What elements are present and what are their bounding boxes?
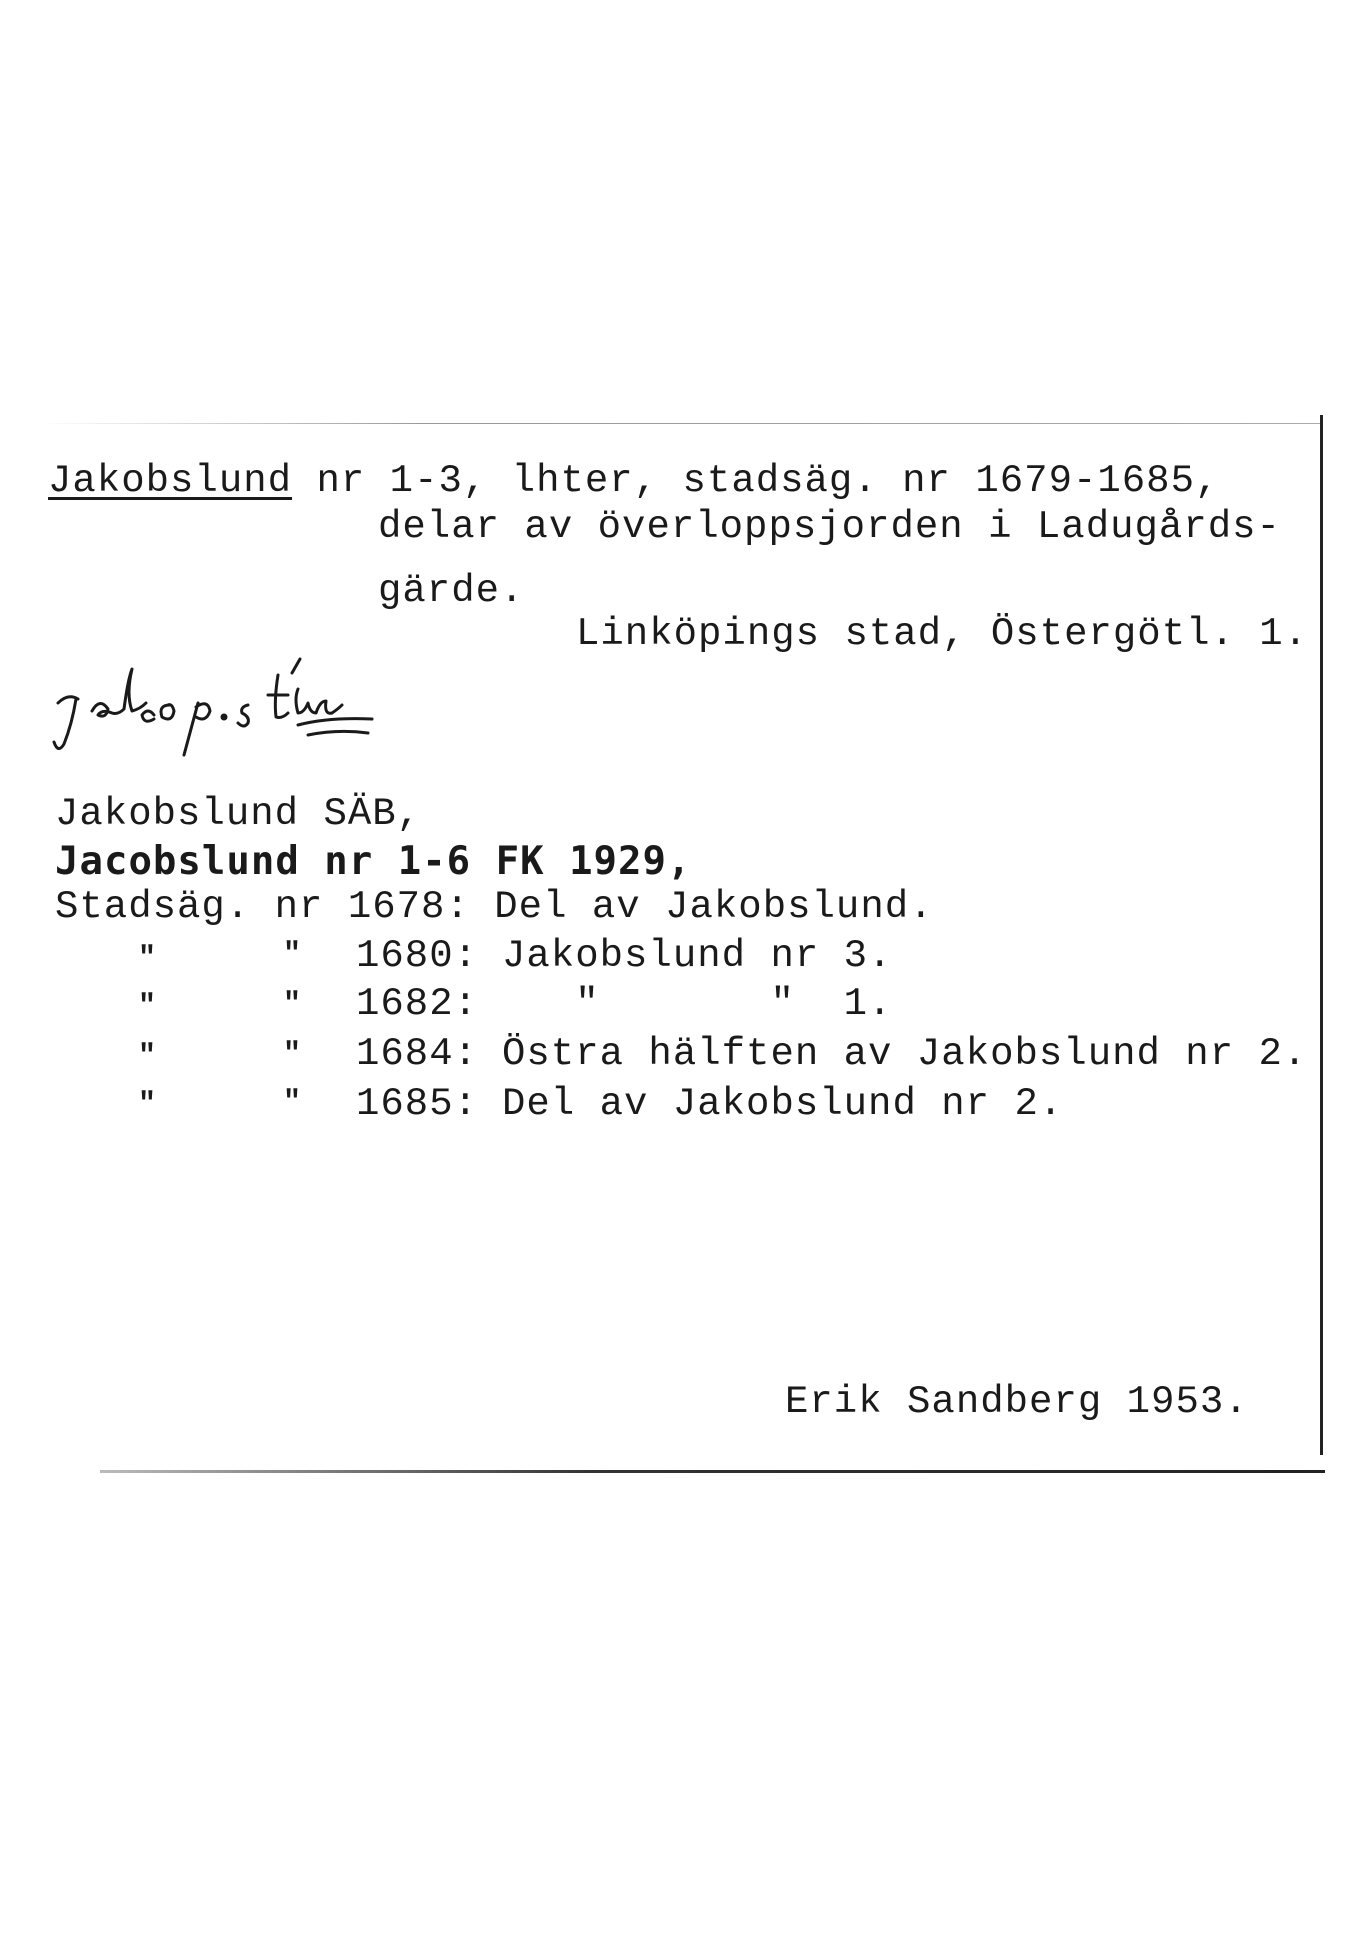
parcel-text: Jakobslund nr 3. — [502, 934, 893, 978]
parcel-number: 1684: — [356, 1032, 479, 1076]
ditto-mark: " — [283, 1038, 302, 1072]
ditto-mark: " — [283, 1086, 302, 1120]
card-right-edge — [1320, 415, 1323, 1455]
place-name: Jakobslund — [48, 459, 293, 503]
parcel-number: 1680: — [356, 934, 479, 978]
parcel-text: Del av Jakobslund nr 2. — [502, 1082, 1064, 1126]
parcel-text: Östra hälften av Jakobslund nr 2. — [502, 1032, 1308, 1076]
parcel-number: 1685: — [356, 1082, 479, 1126]
location-line: Linköpings stad, Östergötl. 1. — [576, 612, 1309, 656]
signature-line: Erik Sandberg 1953. — [785, 1380, 1249, 1424]
ditto-mark: " — [138, 942, 157, 976]
ditto-mark: " — [283, 938, 302, 972]
header-line-1 — [48, 459, 1220, 503]
entry-line-3: Stadsäg. nr 1678: Del av Jakobslund. — [55, 885, 934, 929]
entry-line-1: Jakobslund SÄB, — [55, 792, 422, 836]
header-line-3: gärde. — [378, 569, 525, 613]
parcel-number: 1682: — [356, 982, 479, 1026]
card-bottom-edge — [100, 1470, 1325, 1473]
entry-line-2-bold: Jacobslund nr 1-6 FK 1929, — [55, 839, 692, 884]
header-description: nr 1-3, lhter, stadsäg. nr 1679-1685, — [292, 459, 1220, 503]
header-line-2: delar av överloppsjorden i Ladugårds- — [378, 505, 1281, 549]
card-top-edge — [40, 423, 1320, 424]
ditto-mark: " — [138, 990, 157, 1024]
handwritten-annotation — [48, 645, 498, 760]
ditto-mark: " — [283, 988, 302, 1022]
ditto-mark: " — [138, 1040, 157, 1074]
ditto-mark: " — [138, 1088, 157, 1122]
parcel-text: " " 1. — [502, 982, 893, 1026]
